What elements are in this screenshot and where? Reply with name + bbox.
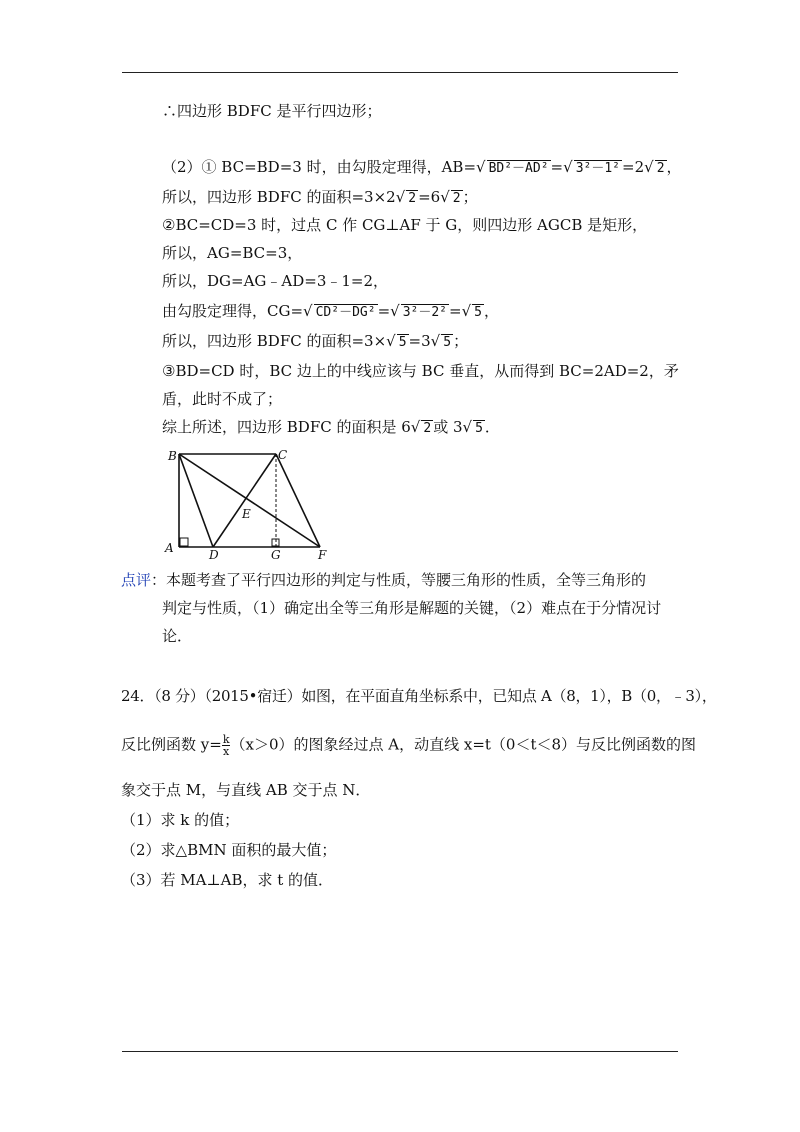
problem-line-3: 象交于点 M，与直线 AB 交于点 N． [121, 781, 371, 799]
solution-line-10: 盾，此时不成了； [162, 390, 283, 408]
solution-line-1: ∴四边形 BDFC 是平行四边形； [162, 102, 382, 120]
question-1: （1）求 k 的值； [121, 811, 240, 829]
label-f: F [318, 548, 327, 561]
top-rule [122, 72, 678, 73]
comment-line-1: 点评：本题考查了平行四边形的判定与性质，等腰三角形的性质，全等三角形的 [121, 571, 647, 589]
label-c: C [278, 448, 288, 462]
problem-line-1: 24．（8 分）（2015•宿迁）如图，在平面直角坐标系中，已知点 A（8，1），B（0，﹣3）， [121, 687, 717, 705]
comment-line-3: 论． [162, 627, 193, 645]
label-a: A [165, 541, 174, 555]
segment-bd [179, 454, 213, 547]
label-g: G [271, 548, 281, 561]
fraction-k-over-x: $\frac{k}{x}$ [222, 733, 230, 758]
solution-line-8: 所以，四边形 BDFC 的面积=3×√ 5 =3√ 5 ； [162, 332, 469, 350]
bottom-rule [122, 1051, 678, 1052]
comment-label: 点评 [121, 571, 152, 589]
solution-line-2: （2）① BC=BD=3 时，由勾股定理得，AB=√ BD²－AD² =√ 3²－1² =2√ 2 ， [162, 158, 682, 176]
solution-line-7: 由勾股定理得，CG=√ CD²－DG² =√ 3²－2² =√ 5 ， [162, 302, 499, 320]
label-e: E [242, 507, 251, 521]
solution-line-9: ③BD=CD 时，BC 边上的中线应该与 BC 垂直，从而得到 BC=2AD=2，矛 [162, 362, 679, 380]
label-b: B [168, 449, 177, 463]
solution-line-11: 综上所述，四边形 BDFC 的面积是 6√ 2 或 3√ 5 ． [162, 418, 500, 436]
solution-line-3: 所以，四边形 BDFC 的面积=3×2√ 2 =6√ 2 ； [162, 188, 478, 206]
question-2: （2）求△BMN 面积的最大值； [121, 841, 337, 859]
solution-line-5: 所以，AG=BC=3， [162, 244, 303, 262]
question-3: （3）若 MA⊥AB，求 t 的值． [121, 871, 334, 889]
solution-line-6: 所以，DG=AG﹣AD=3﹣1=2， [162, 272, 389, 290]
right-angle-a [180, 538, 188, 546]
problem-line-2: 反比例函数 y= $\frac{k}{x}$ （x＞0）的图象经过点 A，动直线 x=t（0＜t＜8）与反比例函数的图 [121, 733, 697, 758]
comment-line-2: 判定与性质，（1）确定出全等三角形是解题的关键，（2）难点在于分情况讨 [162, 599, 662, 617]
label-d: D [209, 548, 219, 561]
segment-cd [213, 454, 276, 547]
geometry-figure [162, 446, 342, 561]
solution-line-4: ②BC=CD=3 时，过点 C 作 CG⊥AF 于 G，则四边形 AGCB 是矩形， [162, 216, 648, 234]
